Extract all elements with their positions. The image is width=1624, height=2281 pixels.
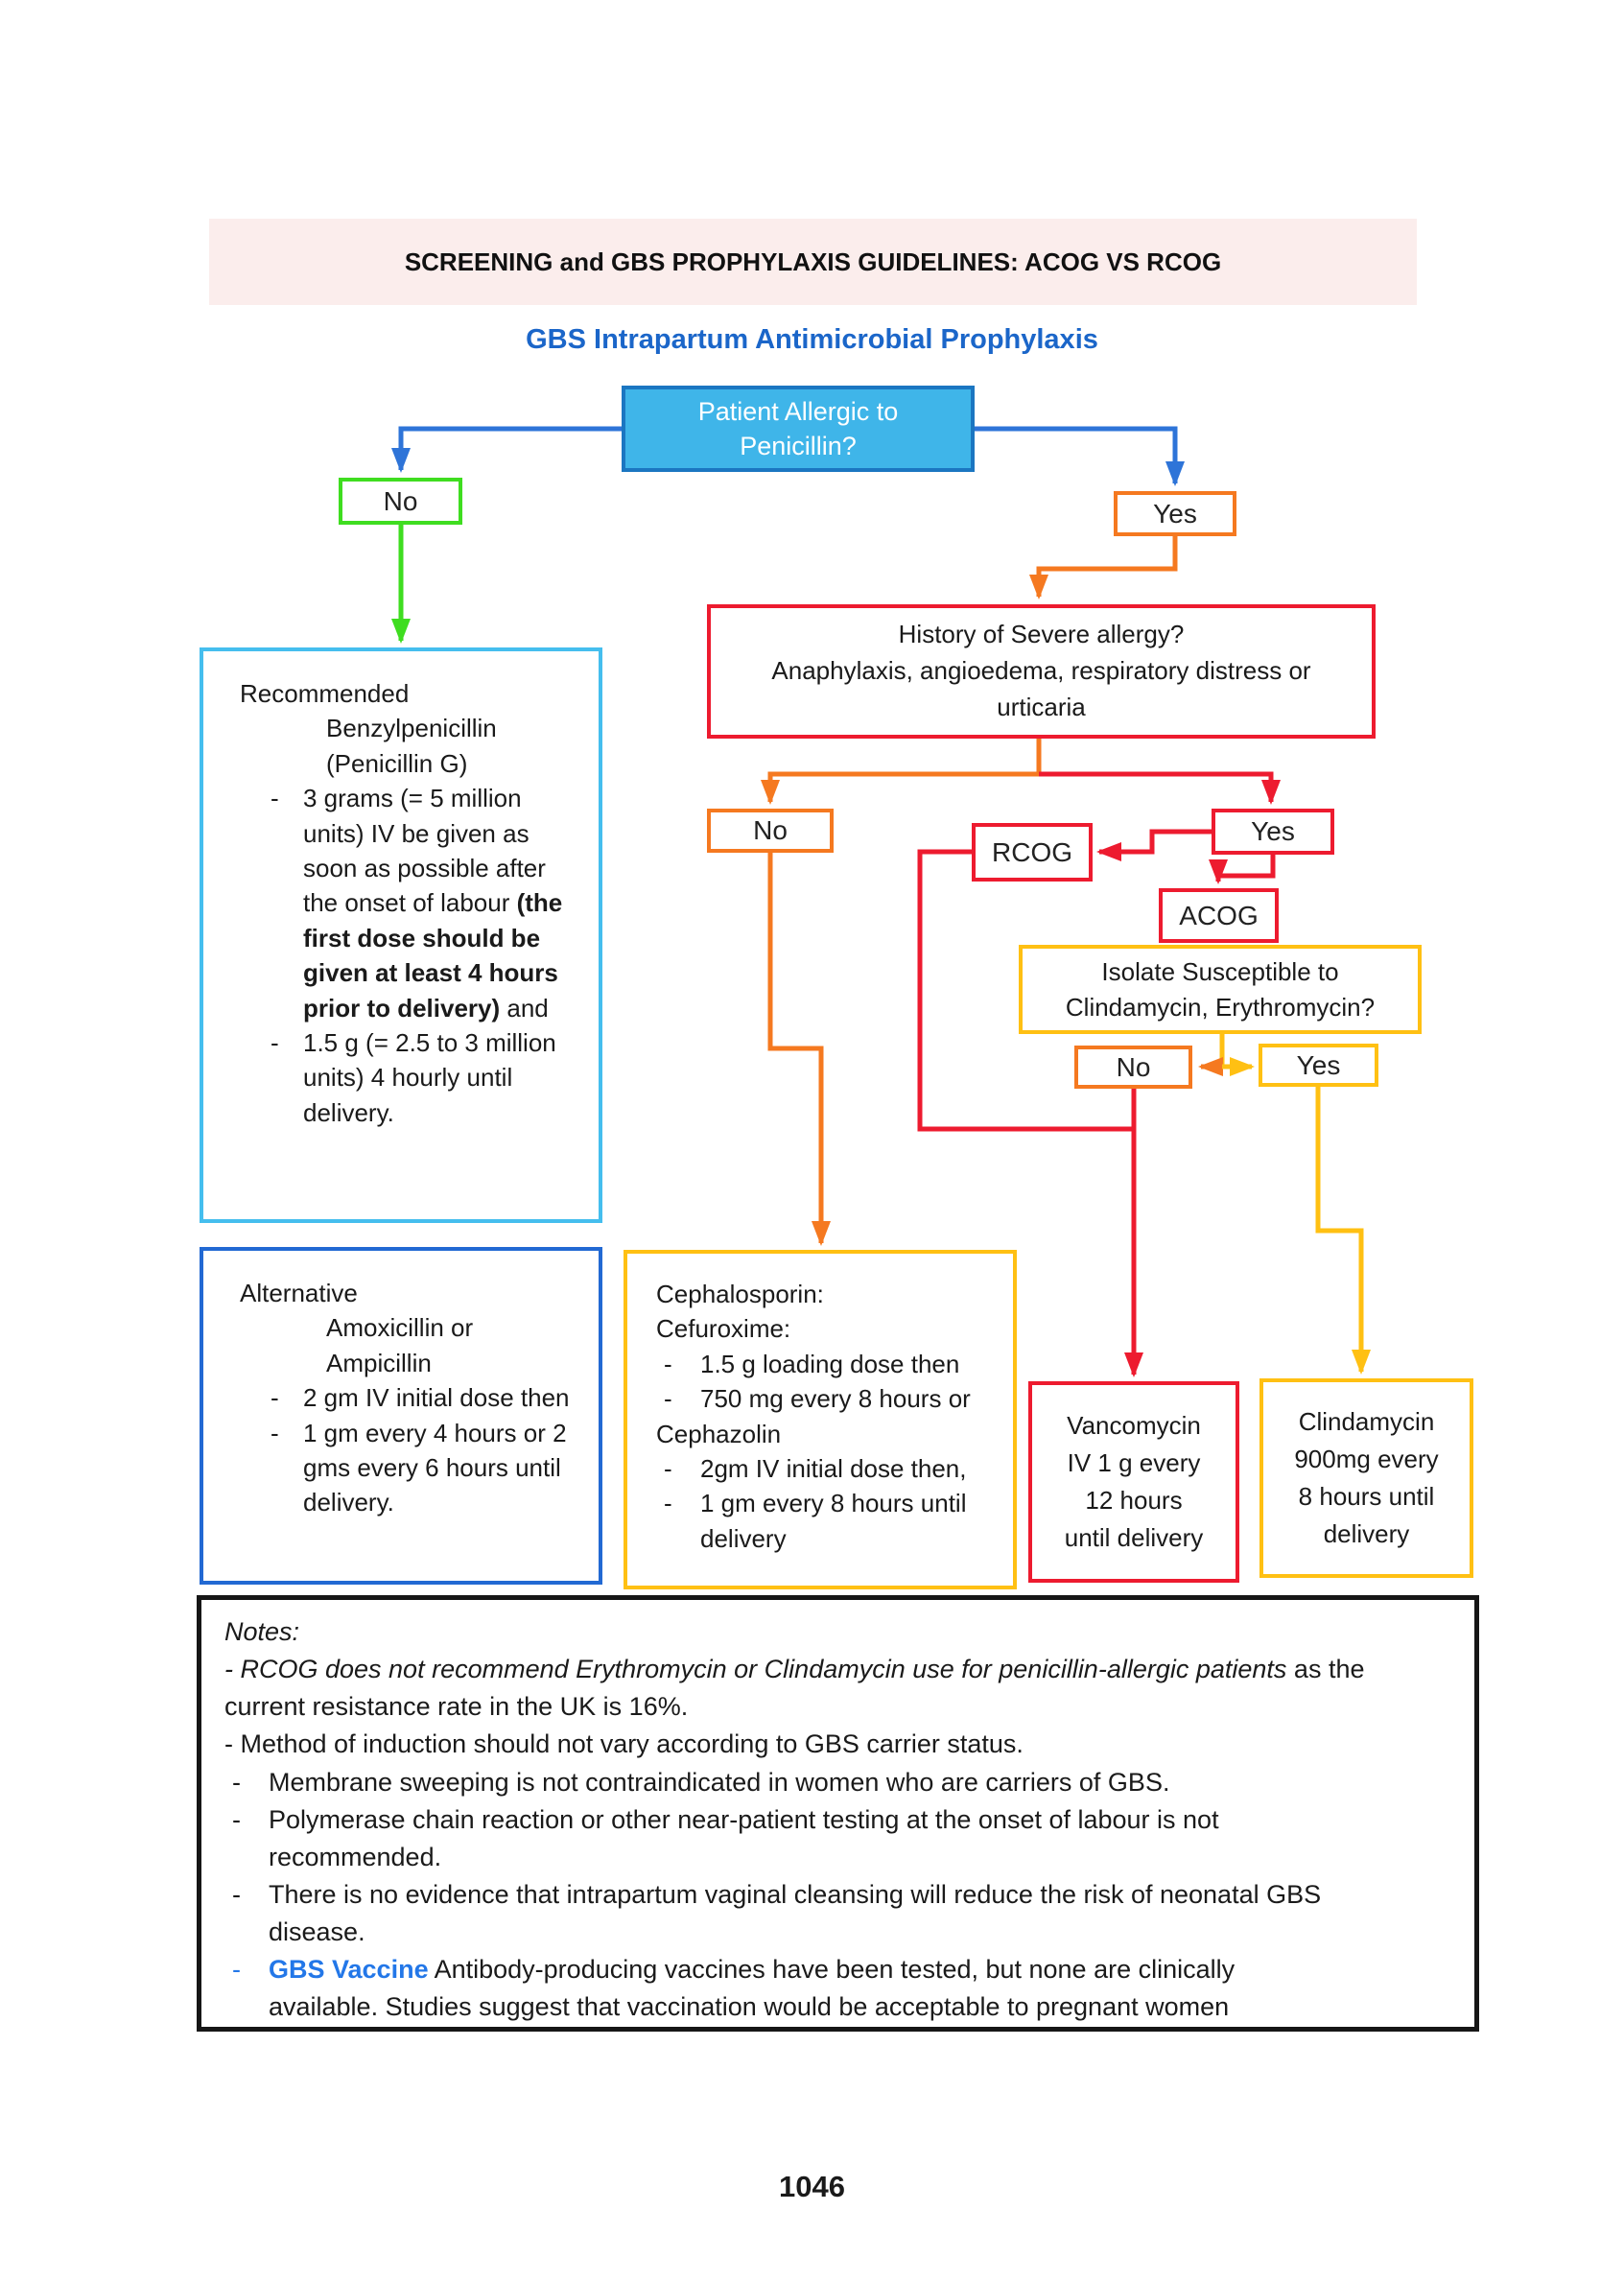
note-dash: - [232, 1767, 241, 1797]
history-line: Anaphylaxis, angioedema, respiratory distress or [771, 656, 1311, 686]
alternative-drug: Amoxicillin or [326, 1313, 474, 1343]
note-text: Polymerase chain reaction or other near-patient testing at the onset of labour is not recommended. [269, 1804, 1219, 1871]
note-gbs-vaccine [224, 1951, 1328, 2026]
arrow-yes2-to-rcog [1099, 832, 1212, 852]
vancomycin-line: until delivery [1064, 1523, 1204, 1552]
bullet-text: 1.5 g (= 2.5 to 3 million units) 4 hourly until delivery. [303, 1027, 556, 1127]
recommended-bullet-1 [271, 781, 581, 1025]
box-alternative-regimen [200, 1247, 602, 1585]
note-rcog-resistance [224, 1651, 1376, 1726]
box-clindamycin [1259, 1378, 1473, 1578]
alternative-bullet-2 [271, 1416, 581, 1520]
bullet-dash: - [664, 1453, 672, 1483]
clindamycin-line: 8 hours until [1298, 1482, 1435, 1511]
page-title: SCREENING and GBS PROPHYLAXIS GUIDELINES: ACOG VS RCOG [404, 247, 1222, 276]
history-line: History of Severe allergy? [898, 620, 1185, 649]
note-vaginal-cleansing [224, 1876, 1328, 1951]
title-bar [209, 219, 1417, 305]
bullet-dash: - [271, 1418, 279, 1447]
bullet-text: 2gm IV initial dose then, [700, 1453, 967, 1483]
bullet-dash: - [664, 1384, 672, 1414]
bullet-text: and [500, 993, 549, 1023]
arrow-yes2-to-acog [1218, 855, 1273, 882]
branch-yes-susceptible: Yes [1259, 1044, 1378, 1087]
clindamycin-line: 900mg every [1294, 1445, 1439, 1473]
arrow-history-to-no2 [770, 739, 1039, 802]
alternative-title: Alternative [240, 1279, 358, 1307]
box-cephalosporin-regimen [624, 1250, 1017, 1589]
vancomycin-line: 12 hours [1085, 1486, 1183, 1515]
decision-line: Patient Allergic to [697, 396, 899, 426]
arrow-no2-to-cephalosporin [770, 853, 821, 1243]
note-text: Antibody-producing vaccines have been tested, but none are clinically available. Studies suggest that vaccination would be acceptable to pregnant women [269, 1955, 1236, 2022]
note-pcr-testing [224, 1801, 1328, 1876]
cephazolin-label: Cephazolin [656, 1419, 782, 1448]
clindamycin-line: delivery [1323, 1519, 1410, 1548]
branch-yes-severe: Yes [1212, 809, 1334, 855]
notes-title: Notes: [224, 1617, 300, 1646]
note-induction: - Method of induction should not vary according to GBS carrier status. [224, 1729, 1024, 1759]
isolate-line: Isolate Susceptible to [1101, 957, 1339, 987]
branch-no-severe: No [707, 809, 834, 853]
bullet-text: 750 mg every 8 hours or [700, 1384, 971, 1414]
arrow-history-to-yes2 [1039, 774, 1271, 802]
box-vancomycin [1028, 1381, 1239, 1583]
bullet-dash: - [664, 1489, 672, 1518]
decision-severe-allergy [707, 604, 1376, 739]
note-italic-text: - RCOG does not recommend Erythromycin or Clindamycin use for penicillin-allergic patients [224, 1655, 1287, 1684]
arrow-yes3-to-clindamycin [1318, 1087, 1361, 1372]
branch-no-susceptible: No [1074, 1046, 1192, 1089]
arrow-q1-to-no [401, 429, 622, 470]
recommended-title: Recommended [240, 679, 410, 708]
alternative-drug: Ampicillin [326, 1348, 432, 1377]
bullet-dash: - [271, 784, 279, 813]
cephalosporin-bullet-4 [664, 1486, 1000, 1556]
branch-yes-penicillin: Yes [1114, 491, 1236, 536]
notes-box [197, 1595, 1479, 2032]
recommended-drug: Benzylpenicillin [326, 714, 497, 743]
history-line: urticaria [997, 692, 1086, 721]
bullet-text: 2 gm IV initial dose then [303, 1383, 570, 1413]
node-acog: ACOG [1159, 888, 1279, 943]
bullet-dash: - [271, 1383, 279, 1413]
bullet-text: 1.5 g loading dose then [700, 1349, 960, 1378]
decision-line: Penicillin? [740, 432, 857, 460]
bullet-text-bold: (the first dose should be given at least 4 hours prior to delivery) [303, 888, 563, 1023]
chart-subtitle: GBS Intrapartum Antimicrobial Prophylaxis [526, 324, 1098, 355]
isolate-line: Clindamycin, Erythromycin? [1065, 992, 1376, 1022]
vancomycin-line: IV 1 g every [1067, 1448, 1201, 1477]
note-membrane-sweeping [224, 1764, 1328, 1801]
vancomycin-line: Vancomycin [1067, 1411, 1201, 1440]
gbs-vaccine-label: GBS Vaccine [269, 1955, 429, 1985]
decision-patient-allergic [622, 386, 975, 472]
bullet-text: 3 grams (= 5 million units) IV be given as soon as possible after the onset of labour [303, 784, 546, 918]
note-dash: - [232, 1955, 241, 1985]
cephalosporin-bullet-3 [664, 1451, 1000, 1486]
note-text: There is no evidence that intrapartum vaginal cleansing will reduce the risk of neonatal GBS disease. [269, 1879, 1322, 1947]
node-rcog: RCOG [972, 823, 1093, 882]
branch-no-penicillin: No [339, 478, 462, 525]
arrow-q1-to-yes [975, 429, 1175, 483]
note-dash: - [232, 1879, 241, 1909]
note-text: Membrane sweeping is not contraindicated in women who are carriers of GBS. [269, 1767, 1170, 1797]
recommended-drug-alias: (Penicillin G) [326, 748, 468, 778]
cephalosporin-bullet-1 [664, 1347, 1000, 1381]
note-dash: - [232, 1804, 241, 1834]
alternative-bullet-1 [271, 1380, 581, 1415]
bullet-dash: - [271, 1027, 279, 1057]
decision-isolate-susceptible [1019, 945, 1422, 1034]
box-recommended-regimen [200, 647, 602, 1223]
recommended-bullet-2 [271, 1025, 581, 1130]
bullet-text: 1 gm every 4 hours or 2 gms every 6 hours until delivery. [303, 1418, 567, 1517]
cephalosporin-title: Cephalosporin: [656, 1280, 824, 1308]
cefuroxime-label: Cefuroxime: [656, 1314, 791, 1344]
bullet-text: 1 gm every 8 hours until delivery [700, 1489, 967, 1553]
note-text: as the current resistance rate in the UK is 16%. [224, 1655, 1365, 1722]
arrow-yes-to-history [1039, 536, 1175, 597]
clindamycin-line: Clindamycin [1298, 1407, 1435, 1436]
bullet-dash: - [664, 1349, 672, 1378]
cephalosporin-bullet-2 [664, 1381, 1000, 1416]
page-number: 1046 [779, 2170, 845, 2203]
